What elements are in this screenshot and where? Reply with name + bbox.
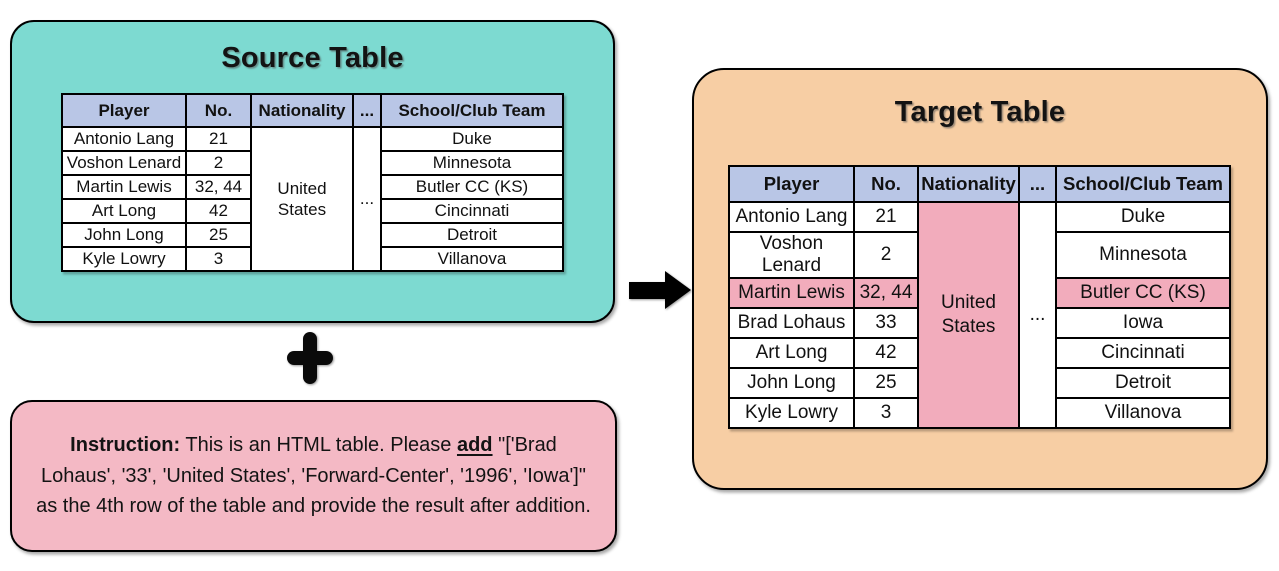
nationality-merged-cell: United States <box>918 202 1019 428</box>
player-cell: Antonio Lang <box>729 202 854 232</box>
player-cell: Kyle Lowry <box>729 398 854 428</box>
column-header: ... <box>353 94 381 127</box>
player-cell: Kyle Lowry <box>62 247 186 271</box>
arrow-right-icon <box>629 271 691 310</box>
column-header: Nationality <box>918 166 1019 202</box>
number-cell: 42 <box>854 338 918 368</box>
number-cell: 21 <box>186 127 251 151</box>
instruction-segment-after: "['Brad Lohaus', '33', 'United States', 'Forward-Center', '1996', 'Iowa']" as the 4th row of the table and provide the result after addition. <box>36 434 591 518</box>
instruction-segment-before: This is an HTML table. Please <box>180 434 457 457</box>
nationality-merged-cell: United States <box>251 127 353 271</box>
arrow-shaft <box>629 282 665 299</box>
school-cell: Detroit <box>1056 368 1230 398</box>
school-cell: Iowa <box>1056 308 1230 338</box>
column-header: School/Club Team <box>381 94 563 127</box>
player-cell: Voshon Lenard <box>62 151 186 175</box>
target-table-title: Target Table <box>894 96 1066 128</box>
school-cell: Butler CC (KS) <box>381 175 563 199</box>
number-cell: 21 <box>854 202 918 232</box>
school-cell: Minnesota <box>381 151 563 175</box>
table-row <box>729 202 1230 232</box>
column-header: School/Club Team <box>1056 166 1230 202</box>
ellipsis-merged-cell: ... <box>353 127 381 271</box>
source-table <box>61 93 564 272</box>
number-cell: 3 <box>854 398 918 428</box>
player-cell: Voshon Lenard <box>729 232 854 278</box>
column-header: No. <box>854 166 918 202</box>
header-row <box>729 166 1230 202</box>
plus-icon <box>287 332 333 384</box>
arrow-head <box>665 271 691 309</box>
source-table-title: Source Table <box>221 42 404 74</box>
number-cell: 25 <box>186 223 251 247</box>
player-cell: Brad Lohaus <box>729 308 854 338</box>
column-header: ... <box>1019 166 1056 202</box>
ellipsis-merged-cell: ... <box>1019 202 1056 428</box>
school-cell: Detroit <box>381 223 563 247</box>
player-cell: John Long <box>729 368 854 398</box>
school-cell: Villanova <box>381 247 563 271</box>
source-panel <box>10 20 615 323</box>
number-cell: 33 <box>854 308 918 338</box>
number-cell: 3 <box>186 247 251 271</box>
number-cell: 42 <box>186 199 251 223</box>
instruction-label: Instruction: <box>70 434 181 457</box>
column-header: Player <box>62 94 186 127</box>
school-cell: Minnesota <box>1056 232 1230 278</box>
player-cell: Art Long <box>62 199 186 223</box>
school-cell: Duke <box>381 127 563 151</box>
school-cell: Duke <box>1056 202 1230 232</box>
target-panel <box>692 68 1268 490</box>
instruction-panel <box>10 400 617 552</box>
player-cell: Martin Lewis <box>729 278 854 308</box>
player-cell: Martin Lewis <box>62 175 186 199</box>
player-cell: Antonio Lang <box>62 127 186 151</box>
number-cell: 32, 44 <box>186 175 251 199</box>
instruction-text <box>12 402 615 550</box>
column-header: Nationality <box>251 94 353 127</box>
player-cell: John Long <box>62 223 186 247</box>
school-cell: Villanova <box>1056 398 1230 428</box>
table-row <box>62 127 563 151</box>
number-cell: 2 <box>186 151 251 175</box>
number-cell: 2 <box>854 232 918 278</box>
number-cell: 25 <box>854 368 918 398</box>
school-cell: Cincinnati <box>1056 338 1230 368</box>
school-cell: Cincinnati <box>381 199 563 223</box>
target-table <box>728 165 1231 429</box>
number-cell: 32, 44 <box>854 278 918 308</box>
header-row <box>62 94 563 127</box>
player-cell: Art Long <box>729 338 854 368</box>
column-header: No. <box>186 94 251 127</box>
column-header: Player <box>729 166 854 202</box>
school-cell: Butler CC (KS) <box>1056 278 1230 308</box>
instruction-add-word: add <box>456 434 493 457</box>
